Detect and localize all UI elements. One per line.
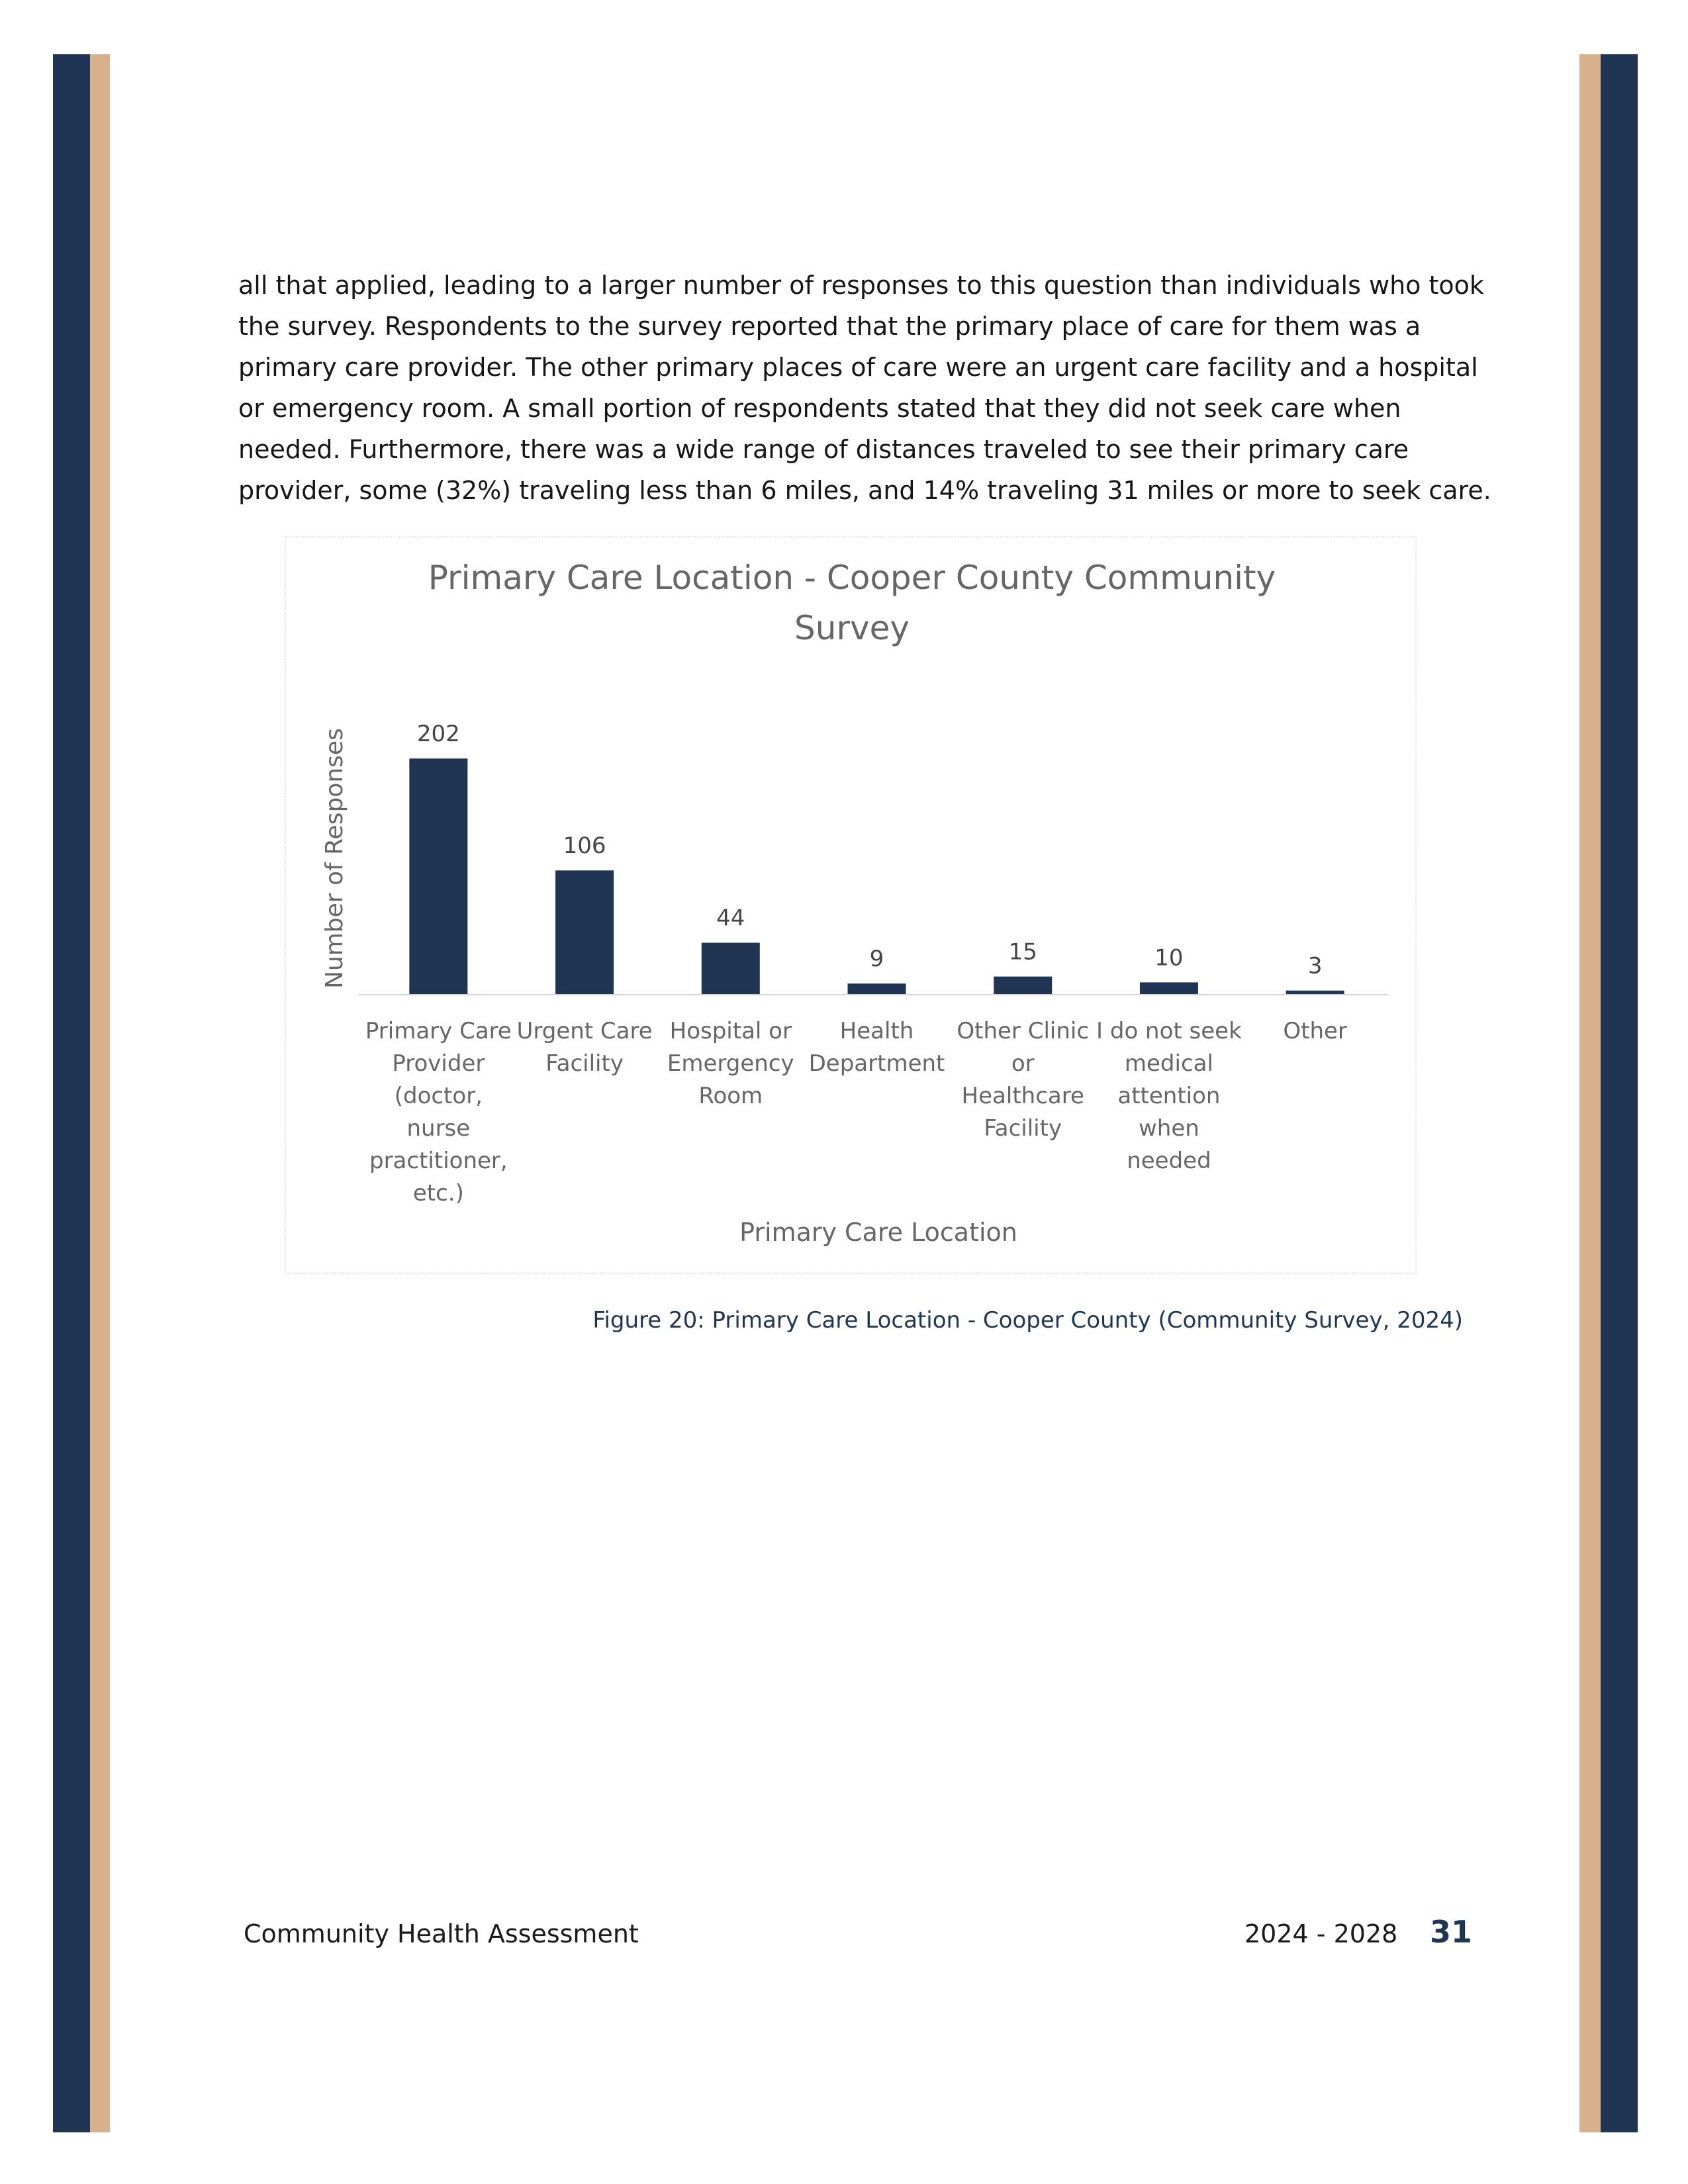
right-border-tan — [1579, 54, 1601, 2132]
right-border-navy — [1601, 54, 1638, 2132]
category-label-4-1: or — [1011, 1050, 1035, 1077]
data-label-6: 3 — [1307, 952, 1323, 979]
category-label-5-4: needed — [1127, 1148, 1211, 1174]
bar-3 — [848, 983, 906, 994]
chart-container — [285, 536, 1417, 1274]
page-number: 31 — [1430, 1914, 1473, 1950]
left-border-tan — [90, 54, 110, 2132]
footer-title: Community Health Assessment — [244, 1919, 639, 1948]
x-axis-label: Primary Care Location — [739, 1218, 1017, 1247]
category-label-2-0: Hospital or — [669, 1018, 792, 1044]
category-label-1-1: Facility — [545, 1050, 624, 1077]
data-label-2: 44 — [716, 905, 745, 932]
category-label-4-3: Facility — [984, 1115, 1062, 1142]
data-label-3: 9 — [869, 946, 884, 973]
data-label-5: 10 — [1154, 944, 1184, 972]
category-label-0-4: practitioner, — [369, 1148, 508, 1174]
data-label-4: 15 — [1008, 938, 1037, 966]
category-label-5-2: attention — [1117, 1083, 1221, 1109]
category-label-4-0: Other Clinic — [957, 1018, 1090, 1044]
bar-5 — [1140, 982, 1198, 994]
category-label-2-1: Emergency — [667, 1050, 794, 1077]
category-label-5-0: I do not seek — [1096, 1018, 1242, 1044]
bar-0 — [409, 758, 467, 994]
category-label-0-0: Primary Care — [365, 1018, 512, 1044]
category-label-5-3: when — [1139, 1115, 1199, 1142]
category-label-6-0: Other — [1283, 1018, 1347, 1044]
figure-caption: Figure 20: Primary Care Location - Cooper County (Community Survey, 2024) — [592, 1307, 1463, 1334]
left-border-navy — [53, 54, 90, 2132]
category-label-3-0: Health — [839, 1018, 914, 1044]
body-paragraph — [238, 265, 1496, 511]
category-label-0-5: etc.) — [412, 1180, 464, 1206]
y-axis-label: Number of Responses — [321, 728, 348, 989]
data-label-1: 106 — [563, 833, 606, 860]
category-label-3-1: Department — [808, 1050, 945, 1077]
body-paragraph-text: all that applied, leading to a larger number of responses to this question than individuals who took the survey. Respondents to the survey reported that the primary place of care for them was a primary care provider. The other primary places of care were an urgent care facility and a hospital or emergency room. A small portion of respondents stated that they did not seek care when needed. Furthermore, there was a wide range of distances traveled to see their primary care provider, some (32%) traveling less than 6 miles, and 14% traveling 31 miles or more to seek care. — [238, 271, 1491, 505]
category-label-1-0: Urgent Care — [516, 1018, 653, 1044]
category-label-4-2: Healthcare — [961, 1083, 1084, 1109]
bar-2 — [702, 942, 760, 994]
bar-chart — [286, 537, 1418, 1275]
footer-years: 2024 - 2028 — [1244, 1919, 1398, 1948]
category-label-5-1: medical — [1124, 1050, 1213, 1077]
category-label-2-2: Room — [698, 1083, 763, 1109]
category-label-0-2: (doctor, — [394, 1083, 483, 1109]
bar-6 — [1286, 991, 1344, 994]
category-label-0-3: nurse — [406, 1115, 471, 1142]
chart-title: Primary Care Location - Cooper County Community Survey — [428, 559, 1276, 647]
bar-4 — [994, 977, 1052, 994]
bar-1 — [555, 870, 614, 994]
category-label-0-1: Provider — [392, 1050, 485, 1077]
data-label-0: 202 — [416, 721, 460, 748]
